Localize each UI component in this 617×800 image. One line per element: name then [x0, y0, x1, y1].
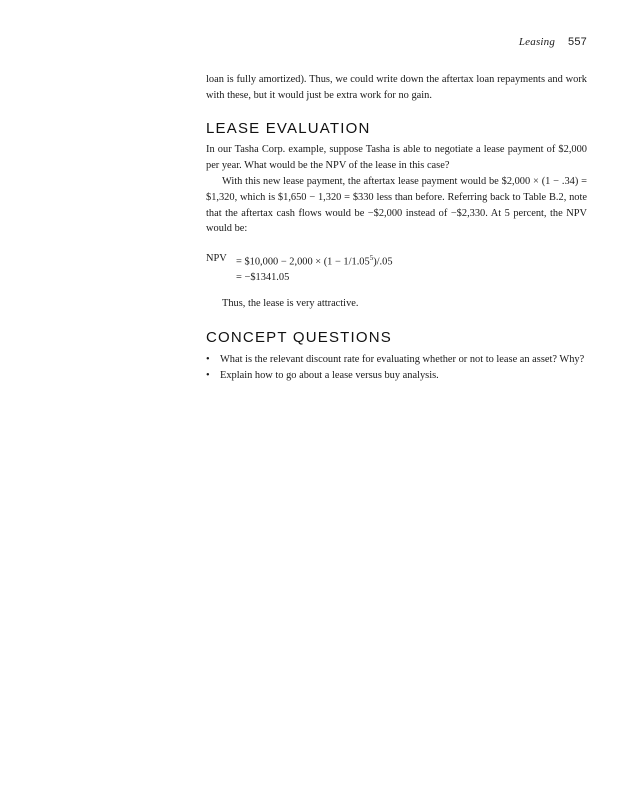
section-heading-concept-questions: CONCEPT QUESTIONS [206, 329, 392, 347]
lease-paragraph-2: With this new lease payment, the aftertax lease payment would be $2,000 × (1 − .34) = $1,320, which is $1,650 − 1,320 = $330 less than before. Referring back to Table B.2, note that the aftertax cash flows would be −$2,000 instead of −$2,330. At 5 percent, the NPV would be: [206, 175, 587, 235]
page-number: 557 [568, 36, 587, 48]
list-item [206, 352, 587, 368]
npv-equation [206, 251, 587, 286]
equation-line-1 [206, 251, 587, 270]
lease-paragraph-1: In our Tasha Corp. example, suppose Tasha is able to negotiate a lease payment of $2,000 per year. What would be the NPV of the lease in this case? [206, 144, 587, 172]
running-title: Leasing [518, 36, 556, 48]
bullet-icon: • [206, 353, 210, 365]
equation-label: NPV [206, 253, 227, 265]
lease-conclusion: Thus, the lease is very attractive. [222, 298, 359, 310]
equation-expression [236, 251, 393, 270]
equation-exponent: 5 [369, 254, 374, 263]
question-text: What is the relevant discount rate for evaluating whether or not to lease an asset? Why? [220, 353, 585, 365]
list-item [206, 368, 587, 384]
running-head [519, 36, 587, 48]
equation-expr-main: = $10,000 − 2,000 × (1 − 1/1.05 [236, 256, 370, 268]
bullet-icon: • [206, 369, 210, 381]
page-body [206, 72, 587, 383]
question-text: Explain how to go about a lease versus buy analysis. [220, 369, 439, 381]
intro-paragraph: loan is fully amortized). Thus, we could write down the aftertax loan repayments and work with these, but it would just be extra work for no gain. [206, 74, 587, 101]
equation-line-2: = −$1341.05 [236, 272, 290, 284]
section-heading-lease-evaluation: LEASE EVALUATION [206, 119, 371, 137]
concept-questions-list [206, 352, 587, 384]
equation-expr-tail: )/.05 [373, 256, 393, 268]
